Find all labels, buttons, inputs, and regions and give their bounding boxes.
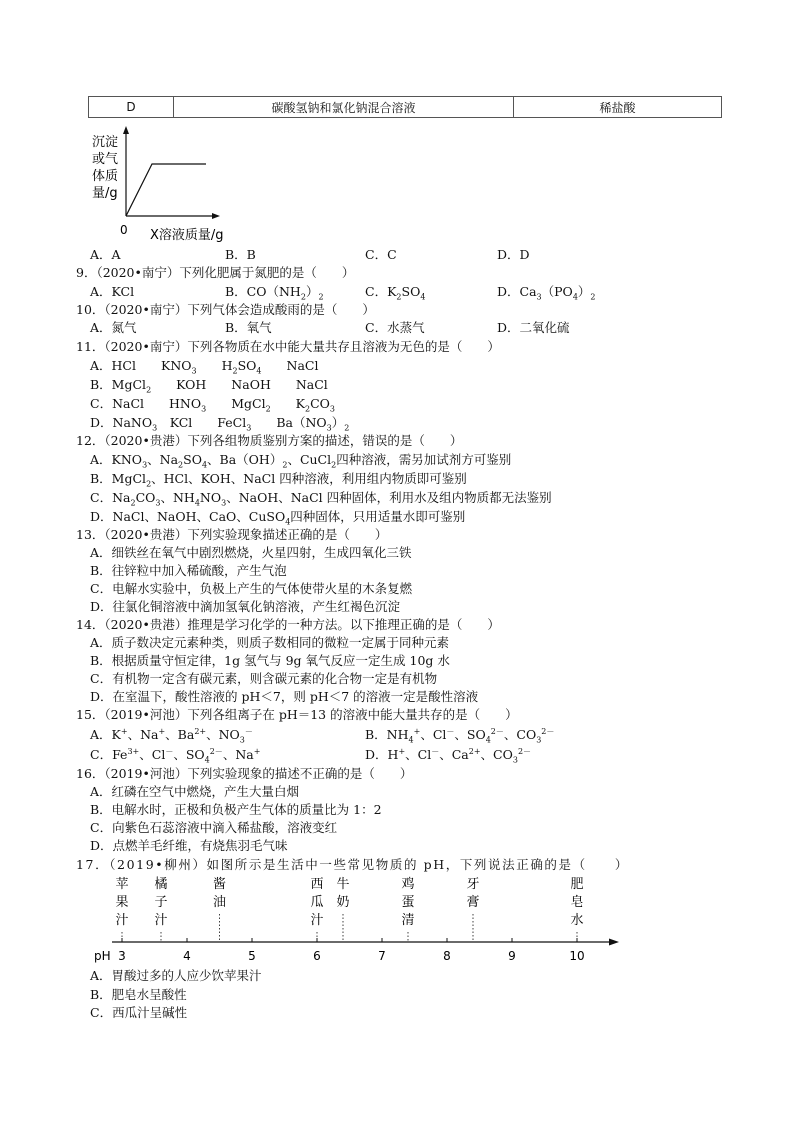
ph-tick-label: 9: [508, 949, 516, 963]
q8-option-c: C．C: [365, 247, 397, 262]
q15-option-c: C．$Fe^{3+}$、Cl－、$SO_4^{2-}$、Na+: [90, 746, 261, 765]
ph-tick-label: 3: [118, 949, 126, 963]
ph-item-char: 汁: [154, 913, 168, 928]
q16-option-d: D．点燃羊毛纤维，有烧焦羽毛气味: [90, 838, 288, 853]
ph-tick-label: 6: [313, 949, 321, 963]
q14-option-b: B．根据质量守恒定律，1g 氢气与 9g 氧气反应一定生成 10g 水: [90, 653, 450, 668]
q12-option-d: D．NaCl、NaOH、CaO、CuSO$_4$四种固体，只用适量水即可鉴别: [90, 509, 466, 527]
q8-option-b: B．B: [225, 247, 256, 262]
ph-item-label: [401, 877, 414, 942]
q9-option-a: A．KCl: [90, 284, 135, 299]
ph-item-char: 西: [310, 877, 324, 892]
ph-item-char: 清: [401, 913, 415, 928]
ph-prefix: pH: [94, 949, 111, 963]
q13-option-d: D．往氯化铜溶液中滴加氢氧化钠溶液，产生红褐色沉淀: [90, 599, 401, 614]
q15-option-a: A．K+、Na+、$Ba^{2+}$、$NO_3^-$: [90, 726, 253, 745]
ph-tick-label: 4: [183, 949, 191, 963]
ph-item-char: 牛: [336, 877, 350, 892]
ph-item-char: 橘: [154, 877, 168, 892]
q12-option-b: B．MgCl$_2$、HCl、KOH、NaCl 四种溶液，利用组内物质即可鉴别: [90, 471, 467, 489]
q10-stem: 10．（2020•南宁）下列气体会造成酸雨的是（ ）: [76, 302, 375, 317]
q17-option-b: B．肥皂水呈酸性: [90, 987, 187, 1002]
graph-ylabel-line3: 体质: [92, 169, 119, 184]
table-cell-reagent: 碳酸氢钠和氯化钠混合溶液: [173, 97, 513, 117]
q13-option-a: A．细铁丝在氧气中剧烈燃烧，火星四射，生成四氧化三铁: [90, 545, 412, 560]
q11-option-d: D．NaNO$_3$ KCl FeCl$_3$ $Ba(NO_3)_2$: [90, 415, 350, 433]
ph-item-char: 皂: [570, 895, 584, 910]
ph-item-label: [336, 876, 349, 942]
ph-item-char: 酱: [212, 877, 227, 892]
ph-item-char: 果: [115, 895, 129, 910]
graph-origin: 0: [120, 223, 128, 237]
ph-item-char: 蛋: [401, 895, 415, 910]
q9-option-d: D．$Ca_3(PO_4)_2$: [497, 284, 596, 302]
ph-tick-label: 8: [443, 949, 451, 963]
q14-option-c: C．有机物一定含有碳元素，则含碳元素的化合物一定是有机物: [90, 671, 438, 686]
q9-option-c: C．$K_2SO_4$: [365, 284, 426, 302]
q10-option-b: B．氧气: [225, 320, 272, 335]
q11-option-c: C．NaCl $HNO_3$ MgCl$_2$ $K_2CO_3$: [90, 396, 336, 414]
ph-item-label: [310, 877, 323, 942]
q16-option-a: A．红磷在空气中燃烧，产生大量白烟: [90, 784, 300, 799]
ph-item-char: 子: [154, 895, 168, 910]
q10-option-c: C．水蒸气: [365, 320, 425, 335]
q11-stem: 11．（2020•南宁）下列各物质在水中能大量共存且溶液为无色的是（ ）: [76, 339, 500, 354]
graph-ylabel-line4: 量/g: [92, 186, 118, 201]
q13-stem: 13．（2020•贵港）下列实验现象描述正确的是（ ）: [76, 527, 388, 542]
q14-option-d: D．在室温下，酸性溶液的 pH＜7，则 pH＜7 的溶液一定是酸性溶液: [90, 689, 479, 704]
q11-option-a: A．HCl $KNO_3$ $H_2SO_4$ NaCl: [90, 358, 319, 376]
q8-option-d: D．D: [497, 247, 530, 262]
q16-option-c: C．向紫色石蕊溶液中滴入稀盐酸，溶液变红: [90, 820, 338, 835]
q9-option-b: B．$CO(NH_2)_2$: [225, 284, 324, 302]
ph-item-char: 肥: [570, 877, 584, 892]
ph-item-char: 牙: [466, 877, 480, 892]
graph-y-arrow: [123, 126, 129, 134]
ph-item-char: 奶: [336, 895, 350, 910]
q16-option-b: B．电解水时，正极和负极产生气体的质量比为 1：2: [90, 802, 382, 817]
ph-item-label: [115, 877, 128, 942]
ph-tick-label: 5: [248, 949, 256, 963]
table-cell-x: 稀盐酸: [513, 97, 721, 117]
ph-item-char: 膏: [466, 895, 480, 910]
ph-item-char: 瓜: [310, 895, 324, 910]
ph-item-char: 水: [570, 913, 584, 928]
table-cell-label: D: [126, 100, 136, 114]
ph-scale-figure: [88, 874, 628, 966]
ph-axis-arrow: [609, 939, 619, 946]
ph-item-label: [466, 877, 479, 942]
ph-item-char: 汁: [310, 913, 324, 928]
graph-curve: [126, 164, 206, 216]
q15-option-b: B．$NH_4^+$、Cl－、$SO_4^{2-}$、$CO_3^{2-}$: [365, 726, 555, 745]
q14-option-a: A．质子数决定元素种类，则质子数相同的微粒一定属于同种元素: [90, 635, 450, 650]
ph-tick-label: 10: [569, 949, 585, 963]
q17-option-a: A．胃酸过多的人应少饮苹果汁: [90, 968, 262, 983]
q15-stem: 15．（2019•河池）下列各组离子在 pH＝13 的溶液中能大量共存的是（ ）: [76, 707, 518, 722]
q16-stem: 16．（2019•河池）下列实验现象的描述不正确的是（ ）: [76, 766, 413, 781]
ph-item-char: 鸡: [401, 877, 415, 892]
q12-option-c: C．$Na_2CO_3$、$NH_4NO_3$、NaOH、NaCl 四种固体，利用水及组内物质都无法鉴别: [90, 490, 552, 508]
ph-item-label: [154, 876, 167, 942]
q12-stem: 12．（2020•贵港）下列各组物质鉴别方案的描述，错误的是（ ）: [76, 433, 463, 448]
ph-item-char: 油: [212, 895, 227, 910]
graph-x-arrow: [212, 213, 220, 219]
q17-stem: 17．（2019•柳州）如图所示是生活中一些常见物质的 pH，下列说法正确的是（ ）: [76, 857, 630, 872]
ph-item-char: 苹: [115, 877, 129, 892]
graph-ylabel-line2: 或气: [92, 152, 119, 167]
q13-option-b: B．往锌粒中加入稀硫酸，产生气泡: [90, 563, 287, 578]
q8-option-a: A．A: [90, 247, 121, 262]
q14-stem: 14．（2020•贵港）推理是学习化学的一种方法。以下推理正确的是（ ）: [76, 617, 500, 632]
ph-item-char: 汁: [115, 913, 129, 928]
q12-option-a: A．$KNO_3$、$Na_2SO_4$、$Ba(OH)_2$、CuCl$_2$四种溶液，需另加试剂方可鉴别: [90, 452, 512, 470]
q17-option-c: C．西瓜汁呈碱性: [90, 1005, 188, 1020]
ph-item-label: [570, 877, 583, 942]
ph-tick-label: 7: [378, 949, 386, 963]
q13-option-c: C．电解水实验中，负极上产生的气体使带火星的木条复燃: [90, 581, 413, 596]
q11-option-b: B．MgCl$_2$ KOH NaOH NaCl: [90, 377, 328, 395]
graph-xlabel: X溶液质量/g: [150, 228, 224, 243]
q9-stem: 9．（2020•南宁）下列化肥属于氮肥的是（ ）: [76, 265, 355, 280]
precipitate-graph: [88, 126, 248, 244]
ph-item-label: [213, 876, 226, 942]
q10-option-a: A．氮气: [90, 320, 137, 335]
q15-option-d: D．H+、Cl－、$Ca^{2+}$、$CO_3^{2-}$: [365, 746, 532, 765]
table-row-d: [88, 96, 722, 118]
graph-ylabel-line1: 沉淀: [92, 135, 119, 150]
q10-option-d: D．二氧化硫: [497, 320, 570, 335]
